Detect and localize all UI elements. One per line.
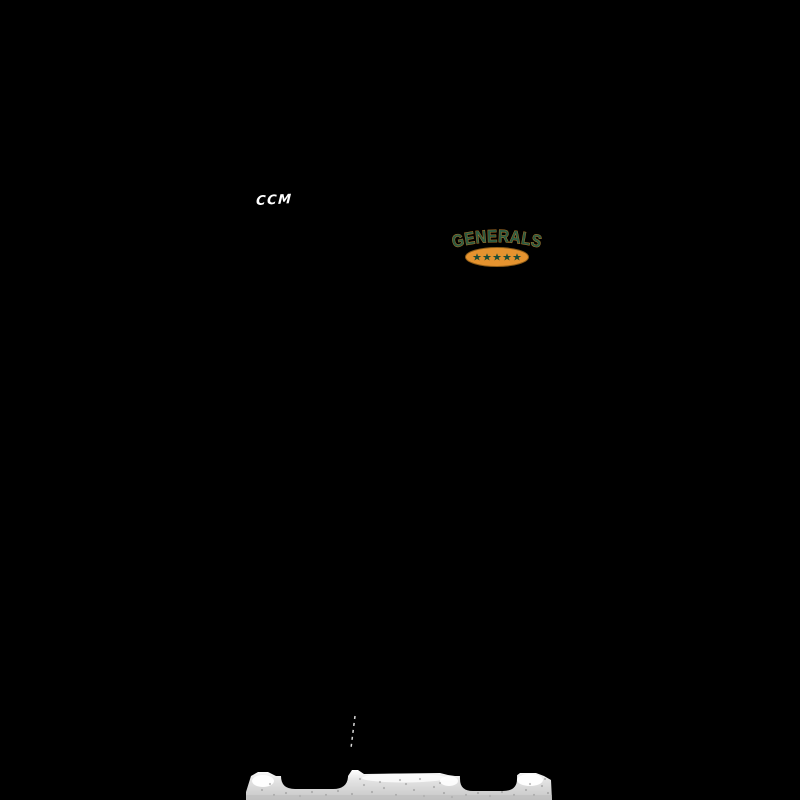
generals-stars: ★★★★★: [472, 252, 523, 264]
lace-highlight: [351, 716, 355, 748]
left-skate-boot: [279, 730, 349, 789]
generals-team-crest: [440, 212, 560, 272]
right-skate-boot: [459, 728, 518, 791]
floor-bottom-shade: [246, 795, 552, 800]
floor-highlight-center: [362, 774, 446, 783]
studio-floor-area: [0, 700, 800, 800]
ccm-brand-logo: CCM: [255, 192, 293, 209]
generals-wordmark-text: GENERALS: [449, 225, 546, 253]
floor-highlight-left: [252, 775, 274, 787]
floor-highlight-center-right: [440, 776, 458, 786]
